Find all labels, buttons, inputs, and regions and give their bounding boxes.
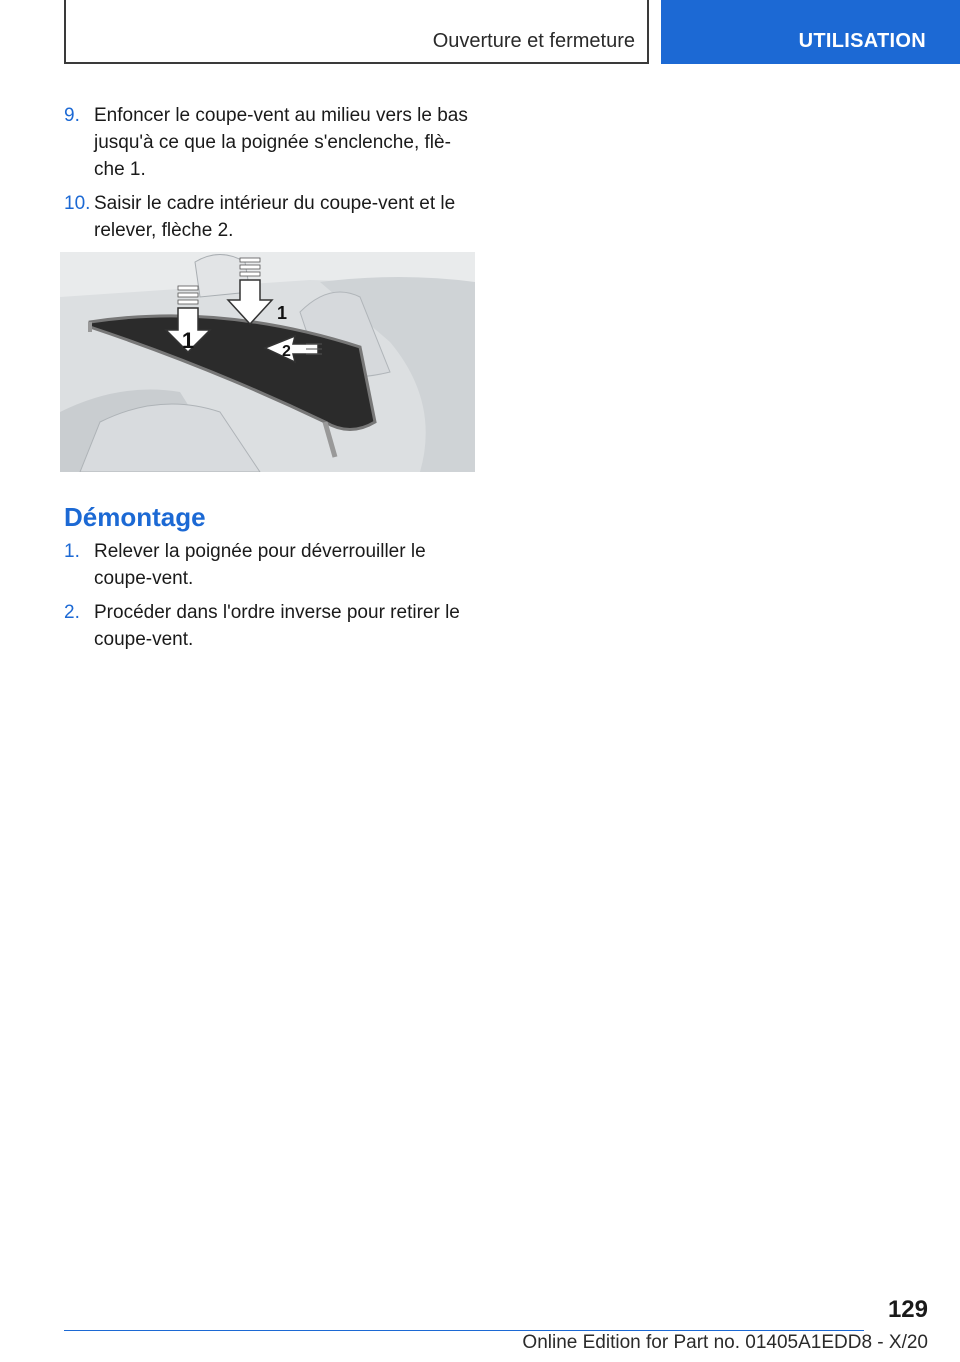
footer-edition-text: Online Edition for Part no. 01405A1EDD8 - X/20: [522, 1332, 928, 1353]
instruction-steps-removal: [64, 538, 474, 660]
header-chapter-tab[interactable]: [661, 0, 960, 64]
step-number: 9.: [64, 105, 80, 126]
instruction-steps-top: [64, 102, 474, 251]
step-number: 1.: [64, 541, 80, 562]
callout-1b: 1: [277, 303, 288, 323]
step-item: [64, 102, 474, 183]
step-item: [64, 599, 474, 653]
step-number: 2.: [64, 602, 80, 623]
step-text: Relever la poignée pour déverrouiller le coupe-vent.: [94, 541, 426, 589]
chapter-tab-label: UTILISATION: [798, 30, 926, 52]
step-item: [64, 190, 474, 244]
section-heading: Démontage: [64, 502, 206, 532]
callout-2: 2: [282, 343, 291, 360]
header-section-box: [64, 0, 649, 64]
step-text: Enfoncer le coupe-vent au milieu vers le bas jusqu'à ce que la poignée s'enclenche, flè-che 1.: [94, 105, 468, 180]
step-text: Saisir le cadre intérieur du coupe-vent et le relever, flèche 2.: [94, 193, 456, 241]
callout-1a: 1: [181, 328, 195, 353]
footer-divider: [64, 1330, 864, 1331]
wind-deflector-illustration: [60, 252, 475, 472]
header-section-title: Ouverture et fermeture: [432, 30, 635, 52]
page-number: 129: [887, 1296, 928, 1323]
step-item: [64, 538, 474, 592]
step-text: Procéder dans l'ordre inverse pour retirer le coupe-vent.: [94, 602, 460, 650]
step-number: 10.: [64, 193, 91, 214]
